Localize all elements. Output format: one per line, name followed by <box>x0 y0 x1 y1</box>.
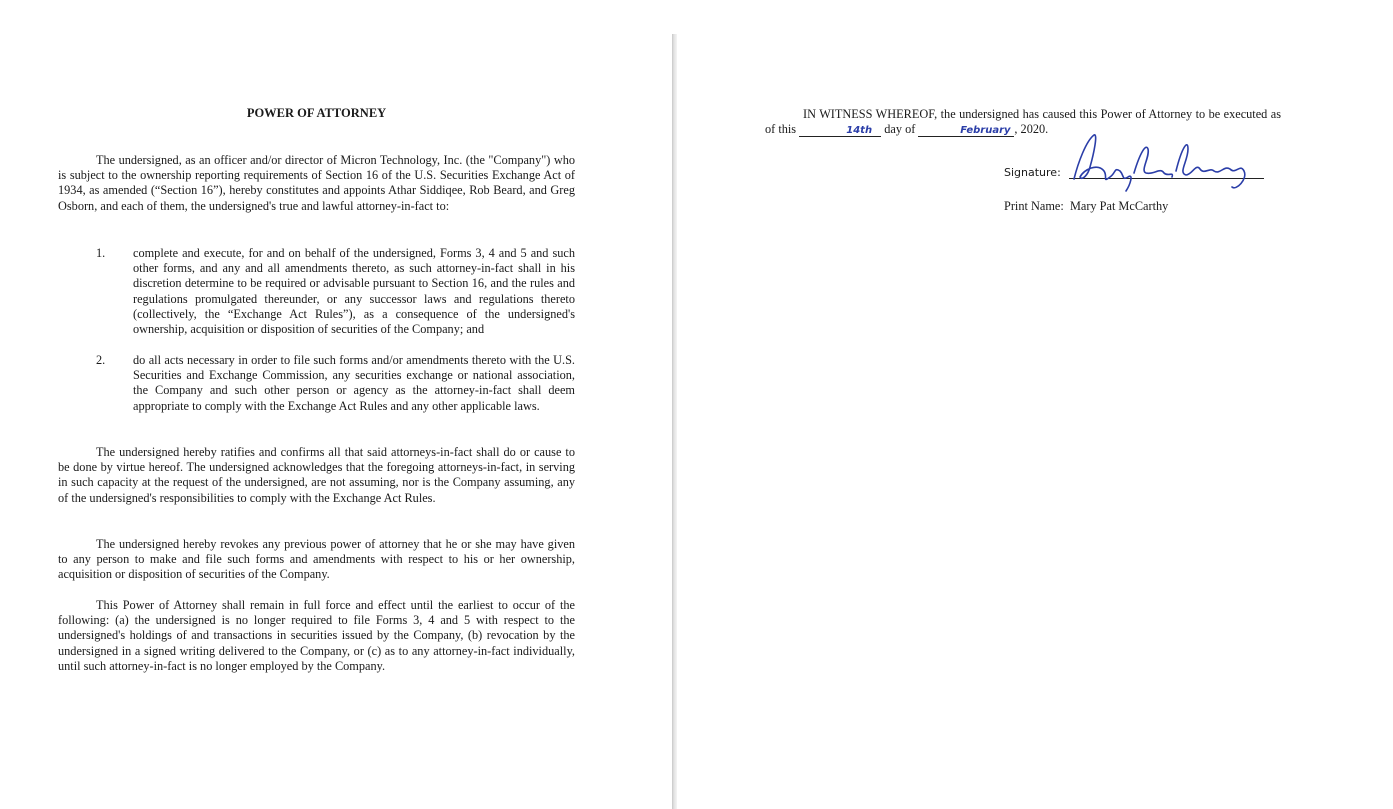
document-title: POWER OF ATTORNEY <box>246 106 387 120</box>
signature-row <box>1004 163 1269 193</box>
duration-paragraph: This Power of Attorney shall remain in full force and effect until the earliest to occur of the following: (a) the undersigned is no longer required to file Forms 3, 4 and 5 with respect to the undersigned's holdings of and transactions in securities issued by the Company, (b) revocation by the undersigned in a signed writing delivered to the Company, or (c) as to any attorney-in-fact individually, until such attorney-in-fact is no longer employed by the Company. <box>58 598 575 673</box>
witness-lead: IN WITNESS WHEREOF, the undersigned has caused this Power of Attorney to be executed as of this <box>765 107 1281 137</box>
signature-image <box>1064 133 1264 193</box>
document-page-left <box>0 0 672 809</box>
list-item <box>58 353 575 414</box>
ratify-paragraph: The undersigned hereby ratifies and confirms all that said attorneys-in-fact shall do or cause to be done by virtue hereof. The undersigned acknowledges that the foregoing attorneys-in-fact, in serving in such capacity at the request of the undersigned, are not assuming, nor is the Company assuming, any of the undersigned's responsibilities to comply with the Exchange Act Rules. <box>58 445 575 505</box>
signature-label: Signature: <box>1004 166 1061 179</box>
print-name-value: Mary Pat McCarthy <box>1069 199 1169 213</box>
list-item-number: 1. <box>96 246 106 260</box>
month-handwritten: February <box>960 125 1011 137</box>
document-page-right <box>677 0 1393 809</box>
intro-paragraph: The undersigned, as an officer and/or director of Micron Technology, Inc. (the "Company") who is subject to the ownership reporting requirements of Section 16 of the U.S. Securities Exchange Act of 1934, as amended (“Section 16”), hereby constitutes and appoints Athar Siddiqee, Rob Beard, and Greg Osborn, and each of them, the undersigned's true and lawful attorney-in-fact to: <box>58 153 575 213</box>
day-of-text: day of <box>884 122 916 137</box>
list-item-text: do all acts necessary in order to file such forms and/or amendments thereto with the U.S. Securities and Exchange Commission, any securities exchange or national association, the Company and such other person or agency as the attorney-in-fact shall deem appropriate to comply with the Exchange Act Rules and any other applicable laws. <box>133 353 575 413</box>
year-text: , 2020. <box>1014 122 1049 137</box>
list-item-text: complete and execute, for and on behalf of the undersigned, Forms 3, 4 and 5 and such other forms, and any and all amendments thereto, as such attorney-in-fact shall in his discretion determine to be required or advisable pursuant to Section 16, and the rules and regulations promulgated thereunder, or any successor laws and regulations thereto (collectively, the “Exchange Act Rules”), as a consequence of the undersigned's ownership, acquisition or disposition of securities of the Company; and <box>133 246 575 337</box>
day-handwritten: 14th <box>846 125 873 137</box>
print-name-row <box>1004 199 1168 214</box>
list-item-number: 2. <box>96 353 106 367</box>
list-item <box>58 246 575 337</box>
month-blank <box>918 123 1014 137</box>
print-name-label: Print Name: <box>1004 199 1064 213</box>
day-blank <box>799 123 881 137</box>
revoke-paragraph: The undersigned hereby revokes any previous power of attorney that he or she may have given to any person to make and file such forms and amendments with respect to his or her ownership, acquisition or disposition of securities of the Company. <box>58 537 575 582</box>
